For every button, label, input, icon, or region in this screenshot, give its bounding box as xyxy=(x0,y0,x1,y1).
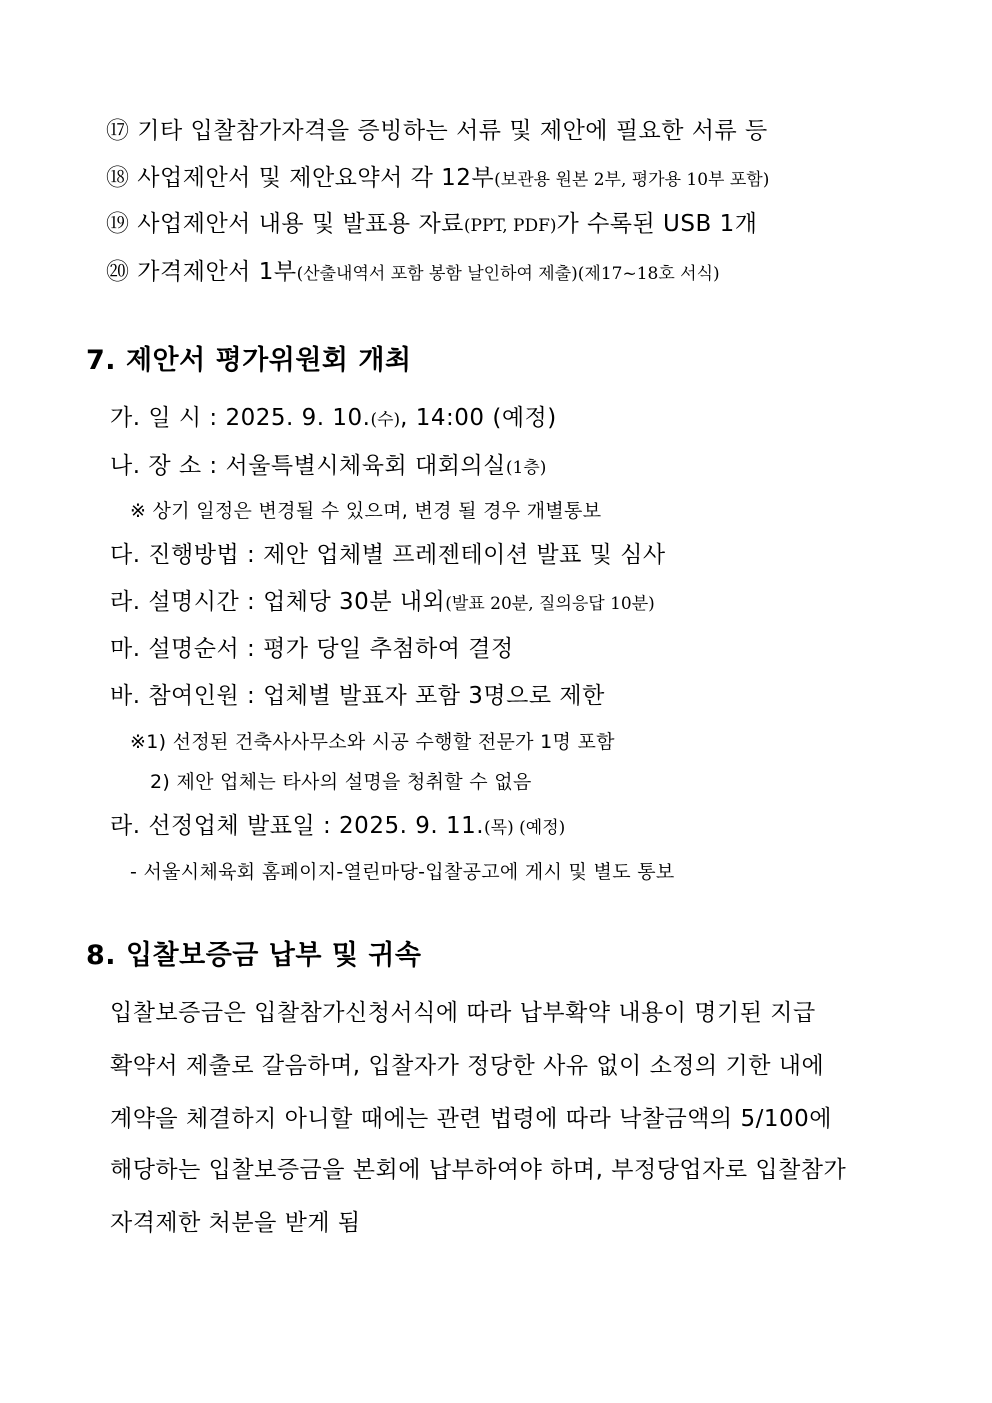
presentation-order: 마. 설명순서 : 평가 당일 추첨하여 결정 xyxy=(110,636,514,662)
item-17 xyxy=(106,116,768,146)
announcement-date-note: (목) (예정) xyxy=(484,818,566,838)
presentation-time-text: 라. 설명시간 : 업체당 30분 내외 xyxy=(110,589,446,615)
item-19-text: ⑲ 사업제안서 내용 및 발표용 자료 xyxy=(106,211,464,237)
item-20-text: ⑳ 가격제안서 1부 xyxy=(106,259,297,285)
bid-bond-line-4: 해당하는 입찰보증금을 본회에 납부하여야 하며, 부정당업자로 입찰참가 xyxy=(110,1157,847,1183)
schedule-date xyxy=(110,403,557,435)
presentation-time-note: (발표 20분, 질의응답 10분) xyxy=(445,594,655,614)
item-18-text: ⑱ 사업제안서 및 제안요약서 각 12부 xyxy=(106,165,495,191)
announcement-note: - 서울시체육회 홈페이지-열린마당-입찰공고에 게시 및 별도 통보 xyxy=(130,861,675,883)
bid-bond-line-5: 자격제한 처분을 받게 됨 xyxy=(110,1210,361,1236)
schedule-place-text: 나. 장 소 : 서울특별시체육회 대회의실 xyxy=(110,453,506,479)
participants-note-2: 2) 제안 업체는 타사의 설명을 청취할 수 없음 xyxy=(150,771,532,793)
schedule-place xyxy=(110,451,546,483)
participants: 바. 참여인원 : 업체별 발표자 포함 3명으로 제한 xyxy=(110,683,605,709)
item-19 xyxy=(106,209,757,241)
bid-bond-line-1: 입찰보증금은 입찰참가신청서식에 따라 납부확약 내용이 명기된 지급 xyxy=(110,1000,816,1026)
announcement-date xyxy=(110,811,565,843)
schedule-date-day: (수) xyxy=(370,410,401,430)
bid-bond-line-2: 확약서 제출로 갈음하며, 입찰자가 정당한 사유 없이 소정의 기한 내에 xyxy=(110,1053,825,1079)
section-8-title: 8. 입찰보증금 납부 및 귀속 xyxy=(86,940,422,971)
section-7-title: 7. 제안서 평가위원회 개최 xyxy=(86,345,412,376)
item-19-note: (PPT, PDF) xyxy=(463,216,557,236)
bid-bond-line-3: 계약을 체결하지 아니할 때에는 관련 법령에 따라 낙찰금액의 5/100에 xyxy=(110,1106,832,1132)
participants-note-1: ※1) 선정된 건축사사무소와 시공 수행할 전문가 1명 포함 xyxy=(130,731,615,753)
schedule-place-floor: (1층) xyxy=(505,458,547,478)
item-20 xyxy=(106,257,720,289)
schedule-date-time: , 14:00 (예정) xyxy=(400,405,557,431)
item-18 xyxy=(106,163,769,195)
procedure: 다. 진행방법 : 제안 업체별 프레젠테이션 발표 및 심사 xyxy=(110,542,666,568)
presentation-time xyxy=(110,587,655,619)
schedule-date-text: 가. 일 시 : 2025. 9. 10. xyxy=(110,405,371,431)
item-20-note: (산출내역서 포함 봉함 날인하여 제출)(제17~18호 서식) xyxy=(296,264,720,284)
item-17-text: ⑰ 기타 입찰참가자격을 증빙하는 서류 및 제안에 필요한 서류 등 xyxy=(106,118,768,144)
item-18-note: (보관용 원본 2부, 평가용 10부 포함) xyxy=(494,170,770,190)
announcement-date-text: 라. 선정업체 발표일 : 2025. 9. 11. xyxy=(110,813,485,839)
item-19-tail: 가 수록된 USB 1개 xyxy=(556,211,758,237)
schedule-change-note: ※ 상기 일정은 변경될 수 있으며, 변경 될 경우 개별통보 xyxy=(130,500,602,522)
